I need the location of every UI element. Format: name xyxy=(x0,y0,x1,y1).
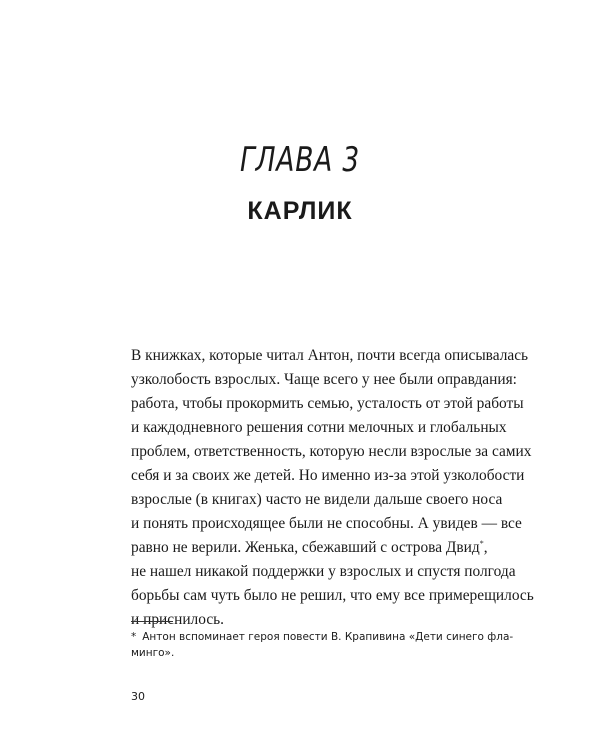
footnote-line: минго». xyxy=(131,647,175,659)
footnote-divider xyxy=(131,621,173,622)
footnote-reference: * xyxy=(479,538,484,548)
page-number: 30 xyxy=(131,690,145,703)
body-line: и приснилось. xyxy=(131,611,225,628)
footnote-text: Антон вспоминает героя повести В. Крапивина «Дети синего фла- xyxy=(142,631,514,643)
chapter-label: ГЛАВА 3 xyxy=(240,140,360,180)
body-line-text: равно не верили. Женька, сбежавший с острова Двид xyxy=(131,539,480,556)
body-line: узколобость взрослых. Чаще всего у нее были оправдания: xyxy=(131,371,517,388)
footnote-mark: * xyxy=(131,631,137,643)
body-line: взрослые (в книгах) часто не видели дальше своего носа xyxy=(131,491,503,508)
chapter-title: КАРЛИК xyxy=(247,197,353,225)
body-line: проблем, ответственность, которую несли взрослые за самих xyxy=(131,443,532,460)
body-line: и понять происходящее были не способны. А увидев — все xyxy=(131,515,522,532)
body-line: не нашел никакой поддержки у взрослых и спустя полгода xyxy=(131,563,516,580)
body-line: работа, чтобы прокормить семью, усталость от этой работы xyxy=(131,395,524,412)
body-line: себя и за своих же детей. Но именно из-за этой узколобости xyxy=(131,467,525,484)
body-line-with-footnote: равно не верили. Женька, сбежавший с острова Двид*, xyxy=(131,538,488,556)
body-text xyxy=(131,344,534,632)
body-line: борьбы сам чуть было не решил, что ему все примерещилось xyxy=(131,587,534,604)
body-line: В книжках, которые читал Антон, почти всегда описывалась xyxy=(131,347,529,364)
body-line: и каждодневного решения сотни мелочных и глобальных xyxy=(131,419,507,436)
footnote-line xyxy=(131,629,514,645)
footnote xyxy=(131,629,514,661)
